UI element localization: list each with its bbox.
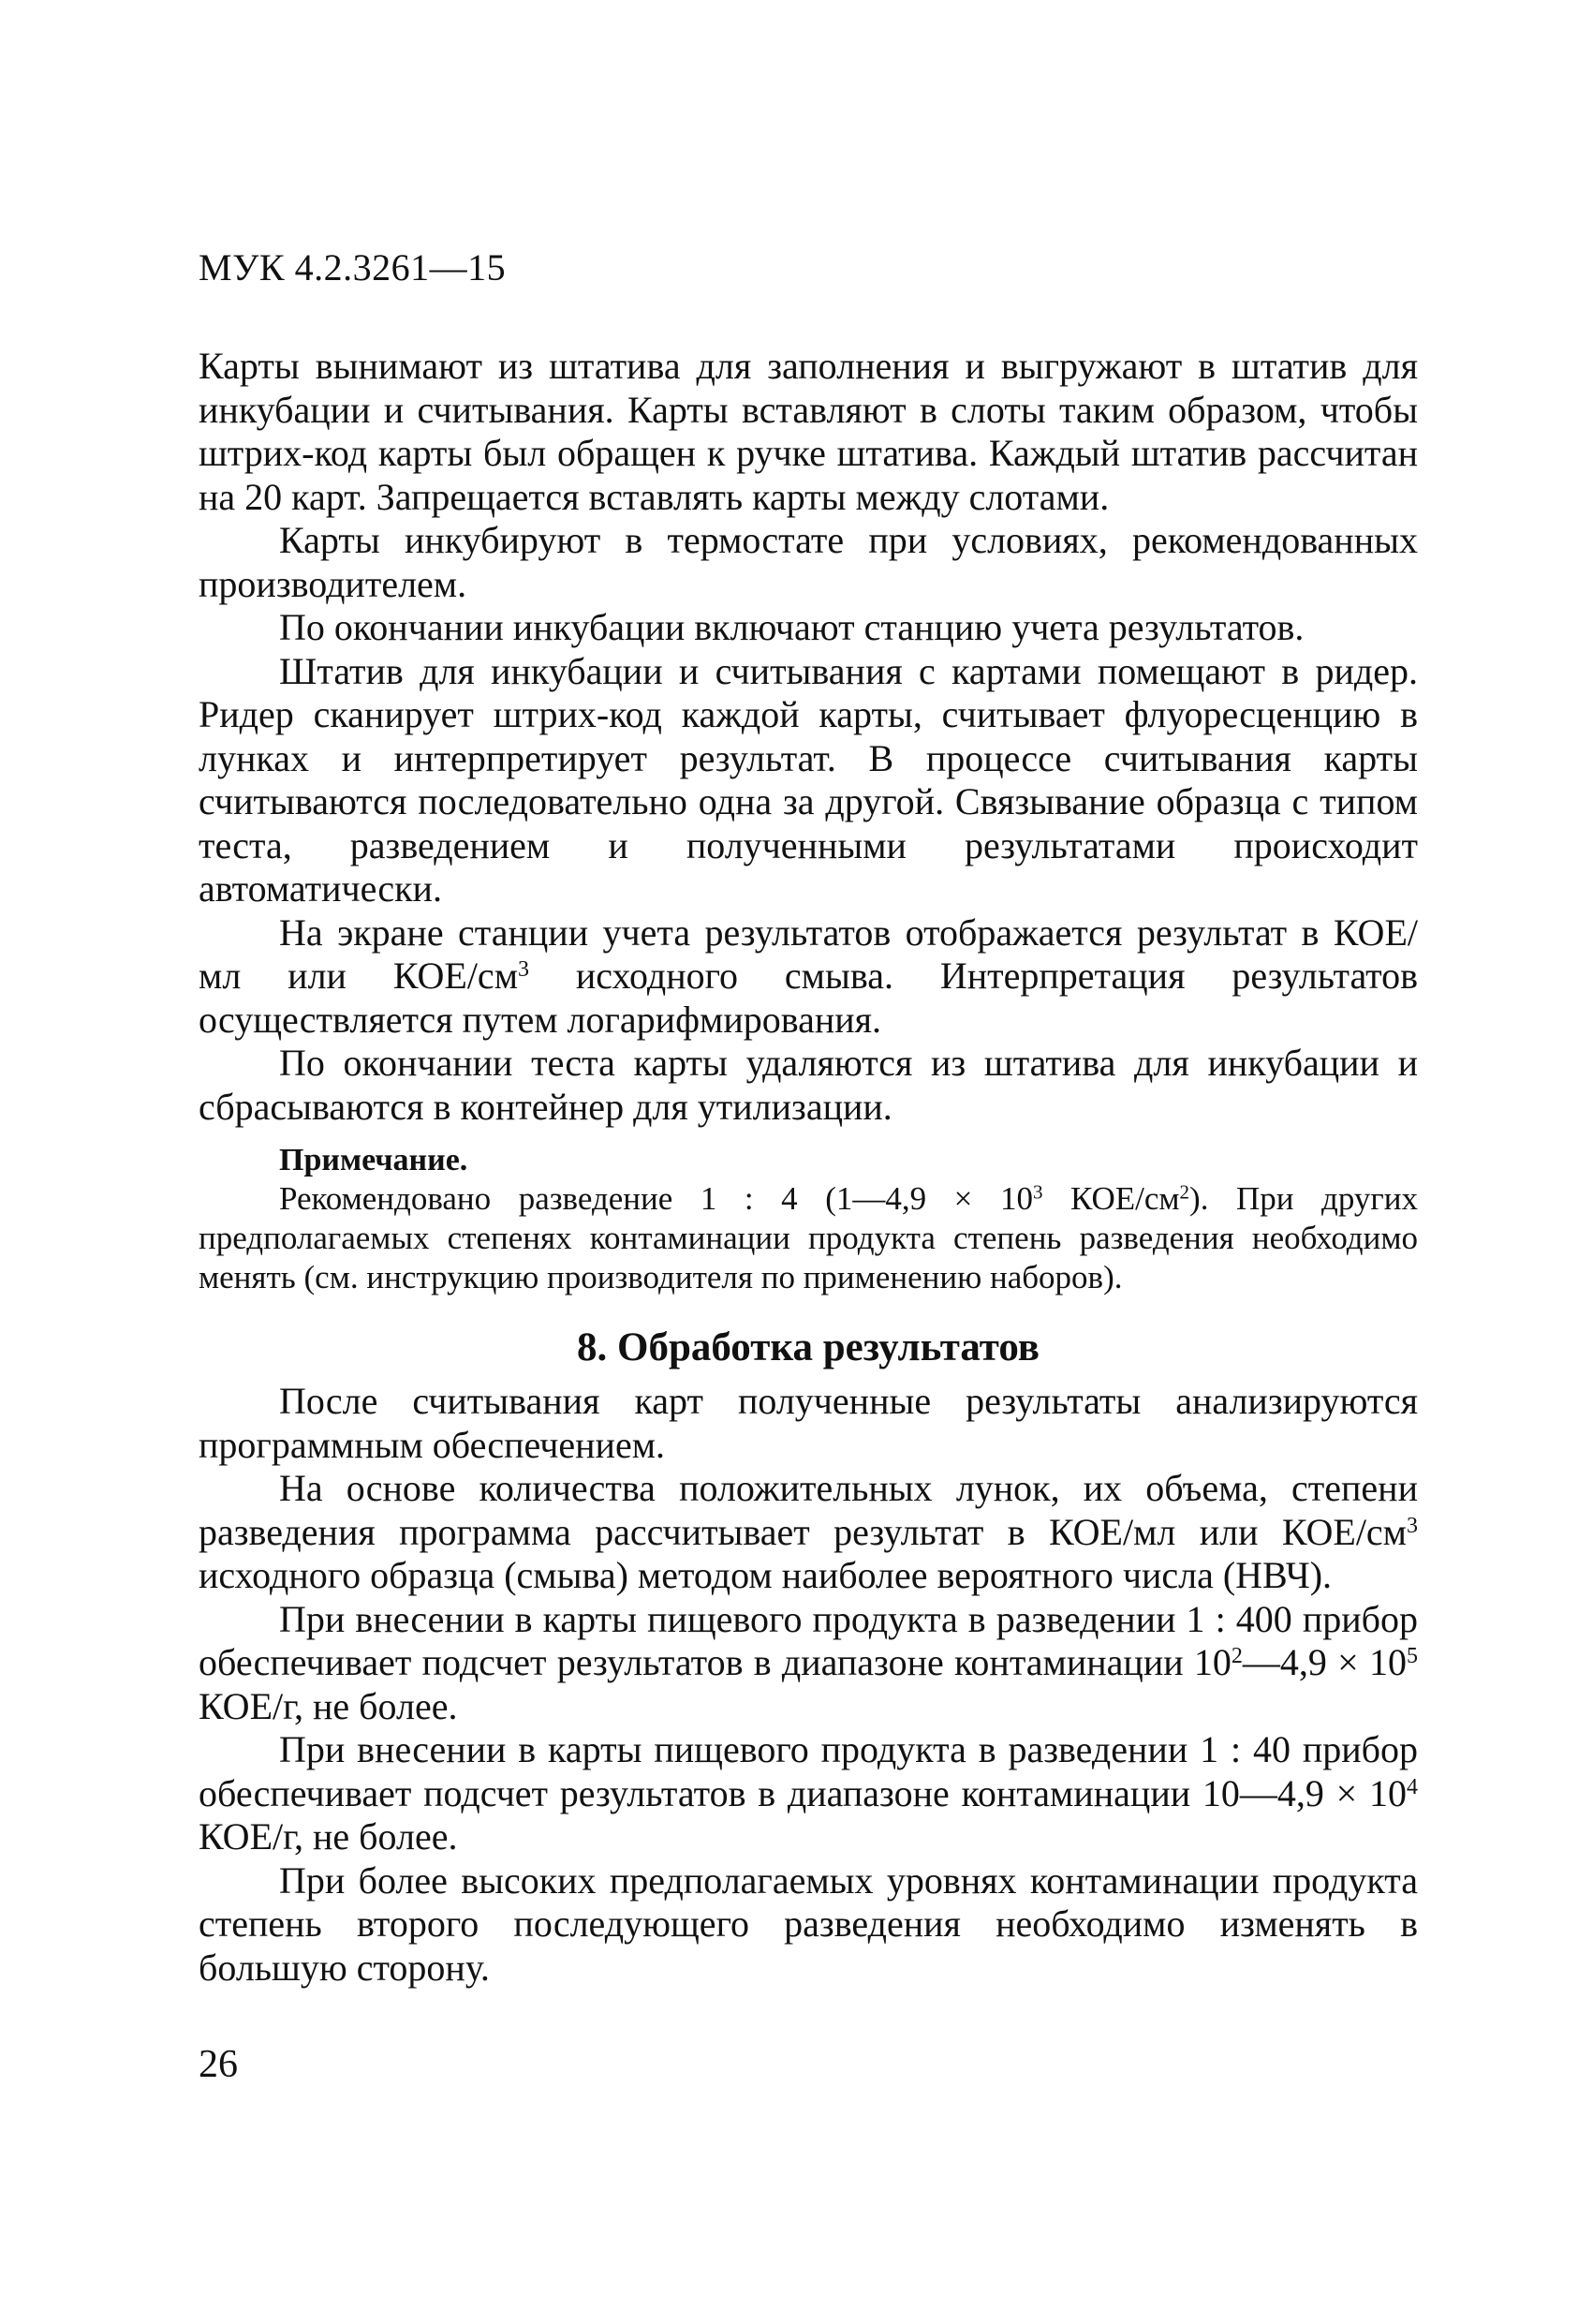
superscript: 4 xyxy=(1407,1774,1418,1799)
text-run: исходного образца (смыва) методом наиболее вероятного числа (НВЧ). xyxy=(199,1554,1333,1596)
section-heading: 8. Обработка результатов xyxy=(577,1325,1040,1369)
paragraph-dilution-400 xyxy=(199,1598,1418,1729)
paragraph-cards-loading: Карты вынимают из штатива для заполнения и выгружают в штатив для инкубации и считывания. Карты вставляют в слоты таким образом, чтобы штрих-код карты был обращен к ручке штатива. Каждый штатив рассчитан на 20 карт. Запрещается вставлять карты между слотами. xyxy=(199,345,1418,518)
text-run: КОЕ/г, не более. xyxy=(199,1815,458,1858)
superscript: 2 xyxy=(1179,1180,1190,1204)
text-run: Рекомендовано разведение 1 : 4 (1—4,9 × 10 xyxy=(279,1180,1033,1217)
paragraph-higher-contamination: При более высоких предполагаемых уровнях контаминации продукта степень второго последующего разведения необходимо изменять в большую сторону. xyxy=(199,1858,1418,1989)
text-run: При внесении в карты пищевого продукта в разведении 1 : 400 прибор обеспечивает подсчет результатов в диапазоне контаминации 10 xyxy=(199,1597,1418,1683)
text-run: КОЕ/см xyxy=(1042,1180,1180,1217)
paragraph-disposal: По окончании теста карты удаляются из штатива для инкубации и сбрасываются в контейнер для утилизации. xyxy=(199,1042,1418,1128)
text-run: При внесении в карты пищевого продукта в разведении 1 : 40 прибор обеспечивает подсчет результатов в диапазоне контаминации 10—4,9 × 10 xyxy=(199,1728,1418,1814)
paragraph-reader: Штатив для инкубации и считывания с картами помещают в ридер. Ридер сканирует штрих-код каждой карты, считывает флуоресценцию в лунках и интерпретирует результат. В процессе считывания карты считываются последовательно одна за другой. Связывание образца с типом теста, разведением и полученными результатами происходит автоматически. xyxy=(199,649,1418,910)
text-run: исходного смыва. Интерпретация результатов осуществляется путем логарифмирования. xyxy=(199,955,1419,1041)
text-run: КОЕ/г, не более. xyxy=(199,1684,458,1727)
superscript: 3 xyxy=(518,956,530,982)
note-title: Примечание. xyxy=(279,1143,468,1177)
paragraph-incubation: Карты инкубируют в термостате при условиях, рекомендованных производителем. xyxy=(199,519,1418,605)
paragraph-dilution-40 xyxy=(199,1728,1418,1859)
superscript: 3 xyxy=(1407,1513,1418,1538)
paragraph-mpn-calculation xyxy=(199,1467,1418,1598)
superscript: 3 xyxy=(1032,1180,1043,1204)
paragraph-station-on: По окончании инкубации включают станцию учета результатов. xyxy=(279,606,1305,648)
text-run: На основе количества положительных лунок, их объема, степени разведения программа рассчитывает результат в КОЕ/мл или КОЕ/см xyxy=(199,1467,1418,1553)
text-run: —4,9 × 10 xyxy=(1242,1641,1407,1683)
superscript: 2 xyxy=(1231,1643,1243,1668)
paragraph-result-display xyxy=(199,911,1418,1043)
paragraph-software-analysis: После считывания карт полученные результаты анализируются программным обеспечением. xyxy=(199,1380,1418,1466)
note-block xyxy=(199,1142,1418,1297)
document-page xyxy=(199,245,1418,1990)
document-code: МУК 4.2.3261—15 xyxy=(199,246,507,289)
text-run: ). При других предполагаемых степенях контаминации продукта степень разведения необходимо менять (см. инструкцию производителя по применению наборов). xyxy=(199,1180,1418,1295)
page-number: 26 xyxy=(199,2043,238,2086)
text-run: На экране станции учета результатов отображается результат в КОЕ/мл или КОЕ/см xyxy=(199,910,1418,997)
note-text xyxy=(199,1179,1418,1297)
superscript: 5 xyxy=(1407,1643,1418,1668)
